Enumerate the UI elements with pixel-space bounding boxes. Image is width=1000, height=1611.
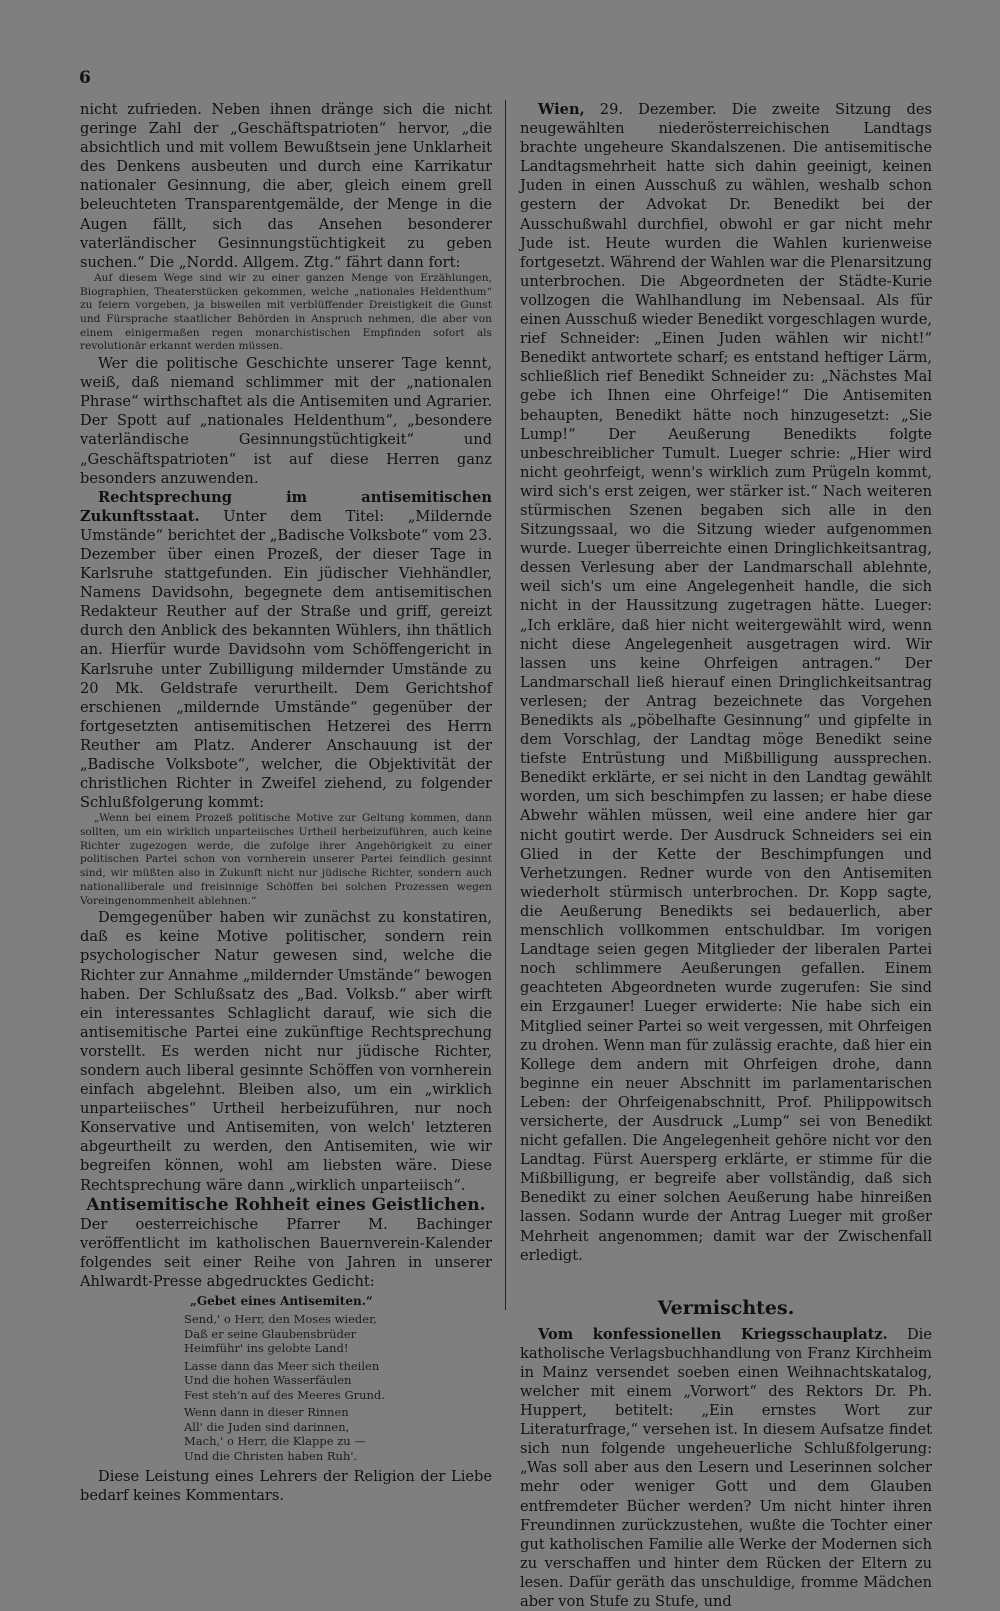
poem-line: Und die hohen Wasserfäulen	[184, 1373, 352, 1388]
paragraph-geschaeftspatrioten: nicht zufrieden. Neben ihnen dränge sich die nicht geringe Zahl der „Geschäftspatrioten“ hervor, „die absichtlich und mit vollem Bewußtsein jene Unklarheit des Denkens ausbeuten und durch eine Karrikatur nationaler Gesinnung, die aber, gleich einem grell beleuchteten Transparentgemälde, der Menge in die Augen fällt, sich das Ansehen besonderer vaterländischer Gesinnungstüchtigkeit zu geben suchen.“ Die „Nordd. Allgem. Ztg.“ fährt dann fort:	[80, 101, 492, 271]
poem-line: Daß er seine Glaubensbrüder	[184, 1326, 357, 1341]
quote-badischer-volksbote: „Wenn bei einem Prozeß politische Motive zur Geltung kommen, dann sollten, um ein wirklich unparteiisches Urtheil herbeizuführen, auch keine Richter zugezogen werde, die zufolge ihrer Angehörigkeit zu einer politischen Partei schon von vornherein unserer Partei feindlich gesinnt sind, wir müßten also in Zukunft nicht nur jüdische Richter, sondern auch nationalliberale und freisinnige Schöffen bei solchen Prozessen wegen Voreingenommenheit ablehnen.“	[80, 812, 492, 907]
poem-line: Send,' o Herr, den Moses wieder,	[184, 1312, 377, 1327]
article-kriegsschauplatz	[520, 1325, 932, 1611]
poem-line: Lasse dann das Meer sich theilen	[184, 1358, 380, 1373]
poem-line: Fest steh'n auf des Meeres Grund.	[184, 1387, 385, 1402]
headline-antisemitische-rohheit: Antisemitische Rohheit eines Geistlichen.	[86, 1194, 486, 1215]
poem-stanza	[184, 1359, 492, 1403]
poem-title: „Gebet eines Antisemiten.“	[190, 1294, 373, 1309]
article-rechtsprechung-text: Unter dem Titel: „Mildernde Umstände“ berichtet der „Badische Volksbote“ vom 23. Dezember über einen Prozeß, der dieser Tage in Karlsruhe stattgefunden. Ein jüdischer Viehhändler, Namens Davidsohn, begegnete dem antisemitischen Redakteur Reuther auf der Straße und griff, gereizt durch den Anblick des bekannten Wühlers, ihn thätlich an. Hierfür wurde Davidsohn vom Schöffengericht in Karlsruhe unter Zubilligung mildernder Umstände zu 20 Mk. Geldstrafe verurtheilt. Dem Gerichtshof erschienen „mildernde Umstände“ gegenüber der fortgesetzten antisemitischen Hetzerei des Herrn Reuther am Platz. Anderer Anschauung ist der „Badische Volksbote“, welcher, die Objektivität der christlichen Richter in Zweifel ziehend, zu folgender Schlußfolgerung kommt:	[80, 507, 492, 812]
left-column	[80, 100, 492, 1505]
paragraph-kommentar: Diese Leistung eines Lehrers der Religion der Liebe bedarf keines Kommentars.	[80, 1468, 492, 1505]
page-number: 6	[79, 68, 91, 88]
paragraph-demgegenueber: Demgegenüber haben wir zunächst zu konstatiren, daß es keine Motive politischer, sondern rein psychologischer Natur gewesen sind, welche die Richter zur Annahme „mildernder Umstände“ bewogen haben. Der Schlußsatz des „Bad. Volksb.“ aber wirft ein interessantes Schlaglicht darauf, wie sich die antisemitische Partei eine zukünftige Rechtsprechung vorstellt. Es werden nicht nur jüdische Richter, sondern auch liberal gesinnte Schöffen von vornherein einfach abgelehnt. Bleiben also, um ein „wirklich unparteiisches“ Urtheil herbeizuführen, nur noch Konservative und Antisemiten, von welch' letzteren abgeurtheilt zu werden, den Antisemiten, wie wir begreifen können, wohl am liebsten wäre. Diese Rechtsprechung wäre dann „wirklich unparteiisch“.	[80, 909, 492, 1194]
article-rechtsprechung	[80, 488, 492, 813]
article-kriegsschauplatz-text: Die katholische Verlagsbuchhandlung von Franz Kirchheim in Mainz versendet soeben einen Weihnachtskatalog, welcher mit einem „Vorwort“ des Rektors Dr. Ph. Huppert, betitelt: „Ein ernstes Wort zur Literaturfrage,“ versehen ist. In diesem Aufsatze findet sich nun folgende ungeheuerliche Schlußfolgerung: „Was soll aber aus den Lesern und Leserinnen solcher mehr oder weniger Gott und dem Glauben entfremdeter Bücher werden? Um nicht hinter ihren Freundinnen zurückzustehen, wußte die Tochter einer gut katholischen Familie alle Werke der Modernen sich zu verschaffen und hinter dem Rücken der Eltern zu lesen. Dafür geräth das unschuldige, fromme Mädchen aber von Stufe zu Stufe, und	[520, 1325, 932, 1611]
dateline-wien: Wien,	[538, 101, 585, 118]
article-wien-text: 29. Dezember. Die zweite Sitzung des neugewählten niederösterreichischen Landtags brachte ungeheure Skandalszenen. Die antisemitische Landtagsmehrheit hatte sich dahin geeinigt, keinen Juden in einen Ausschuß zu wählen, weshalb schon gestern der Advokat Dr. Benedikt bei der Ausschußwahl durchfiel, obwohl er gar nicht mehr Jude ist. Heute wurden die Wahlen kurienweise fortgesetzt. Während der Wahlen war die Plenarsitzung unterbrochen. Die Abgeordneten der Städte-Kurie vollzogen die Wahlhandlung im Nebensaal. Als für einen Ausschuß wieder Benedikt vorgeschlagen wurde, rief Schneider: „Einen Juden wählen wir nicht!“ Benedikt antwortete scharf; es entstand heftiger Lärm, schließlich rief Benedikt Schneider zu: „Nächstes Mal gebe ich Ihnen eine Ohrfeige!“ Die Antisemiten behaupten, Benedikt hätte noch hinzugesetzt: „Sie Lump!“ Der Aeußerung Benedikts folgte unbeschreiblicher Tumult. Lueger schrie: „Hier wird nicht geohrfeigt, wenn's wirklich zum Prügeln kommt, wird sich's erst zeigen, wer stärker ist.“ Nach weiteren stürmischen Szenen begaben sich alle in den Sitzungssaal, wo die Sitzung wieder aufgenommen wurde. Lueger überreichte einen Dringlichkeitsantrag, dessen Verlesung aber der Landmarschall ablehnte, weil sich's um eine Angelegenheit handle, die sich nicht in der Haussitzung zugetragen hätte. Lueger: „Ich erkläre, daß hier nicht weitergewählt wird, wenn nicht diese Angelegenheit ausgetragen wird. Wir lassen uns keine Ohrfeigen antragen.“ Der Landmarschall ließ hierauf einen Dringlichkeitsantrag verlesen; der Antrag bezeichnete das Vorgehen Benedikts als „pöbelhafte Gesinnung“ und gipfelte in dem Vorschlag, der Landtag möge Benedikt seine tiefste Entrüstung und Mißbilligung aussprechen. Benedikt erklärte, er sei nicht in den Landtag gewählt worden, um sich beschimpfen zu lassen; er habe diese Abwehr wählen müssen, weil eine andere hier gar nicht goutirt werde. Der Ausdruck Schneiders sei ein Glied in der Kette der Beschimpfungen und Verhetzungen. Redner wurde von den Antisemiten wiederholt stürmisch unterbrochen. Dr. Kopp sagte, die Aeußerung Benedikts sei bedauerlich, aber menschlich vollkommen entschuldbar. Im vorigen Landtage seien gegen Mitglieder der liberalen Partei noch schlimmere Aeußerungen gefallen. Einem geachteten Abgeordneten wurde zugerufen: Sie sind ein Erzgauner! Lueger erwiderte: Nie habe sich ein Mitglied seiner Partei so weit vergessen, mit Ohrfeigen zu drohen. Wenn man für zulässig erachte, daß hier ein Kollege dem andern mit Ohrfeigen drohe, dann beginne ein neuer Abschnitt im parlamentarischen Leben: der Ohrfeigenabschnitt, Prof. Philippowitsch versicherte, der Ausdruck „Lump“ sei von Benedikt nicht gefallen. Die Angelegenheit gehöre nicht vor den Landtag. Fürst Auersperg erklärte, er stimme für die Mißbilligung, er begreife aber vollständig, daß sich Benedikt zu einer solchen Aeußerung habe hinreißen lassen. Sodann wurde der Antrag Lueger mit großer Mehrheit angenommen; damit war der Zwischenfall erledigt.	[520, 101, 932, 1264]
poem-line: Heimführ' ins gelobte Land!	[184, 1341, 349, 1356]
article-wien	[520, 100, 932, 1265]
quote-nordd-allgem-ztg: Auf diesem Wege sind wir zu einer ganzen Menge von Erzählungen, Biographien, Theaterstücken gekommen, welche „nationales Heldenthum“ zu feiern vorgeben, ja bisweilen mit verblüffender Dreistigkeit die Gunst und Fürsprache staatlicher Behörden in Anspruch nehmen, die aber von einem einigermaßen regen monarchistischen Empfinden sofort als revolutionär erkannt werden müssen.	[80, 271, 492, 353]
headline-rechtsprechung: Rechtsprechung im antisemitischen Zukunftsstaat.	[80, 488, 492, 525]
column-divider	[505, 100, 506, 1310]
poem-line: All' die Juden sind darinnen,	[184, 1419, 350, 1434]
poem-line: Mach,' o Herr, die Klappe zu —	[184, 1434, 366, 1449]
section-title-vermischtes: Vermischtes.	[657, 1296, 795, 1319]
poem-gebet-eines-antisemiten	[80, 1293, 492, 1463]
headline-kriegsschauplatz: Vom konfessionellen Kriegsschauplatz.	[538, 1325, 888, 1343]
poem-line: Und die Christen haben Ruh'.	[184, 1448, 358, 1463]
poem-line: Wenn dann in dieser Rinnen	[184, 1405, 349, 1420]
poem-stanza	[184, 1312, 492, 1356]
paragraph-pfarrer-bachinger: Der oesterreichische Pfarrer M. Bachinger veröffentlicht im katholischen Bauernverein-Kalender folgendes seit einer Reihe von Jahren in unserer Ahlwardt-Presse abgedrucktes Gedicht:	[80, 1215, 492, 1290]
poem-stanza	[184, 1405, 492, 1463]
paragraph-nationale-phrase: Wer die politische Geschichte unserer Tage kennt, weiß, daß niemand schlimmer mit der „nationalen Phrase“ wirthschaftet als die Antisemiten und Agrarier. Der Spott auf „nationales Heldenthum“, „besondere vaterländische Gesinnungstüchtigkeit“ und „Geschäftspatrioten“ ist auf diese Herren ganz besonders anzuwenden.	[80, 355, 492, 487]
right-column	[520, 100, 932, 1611]
